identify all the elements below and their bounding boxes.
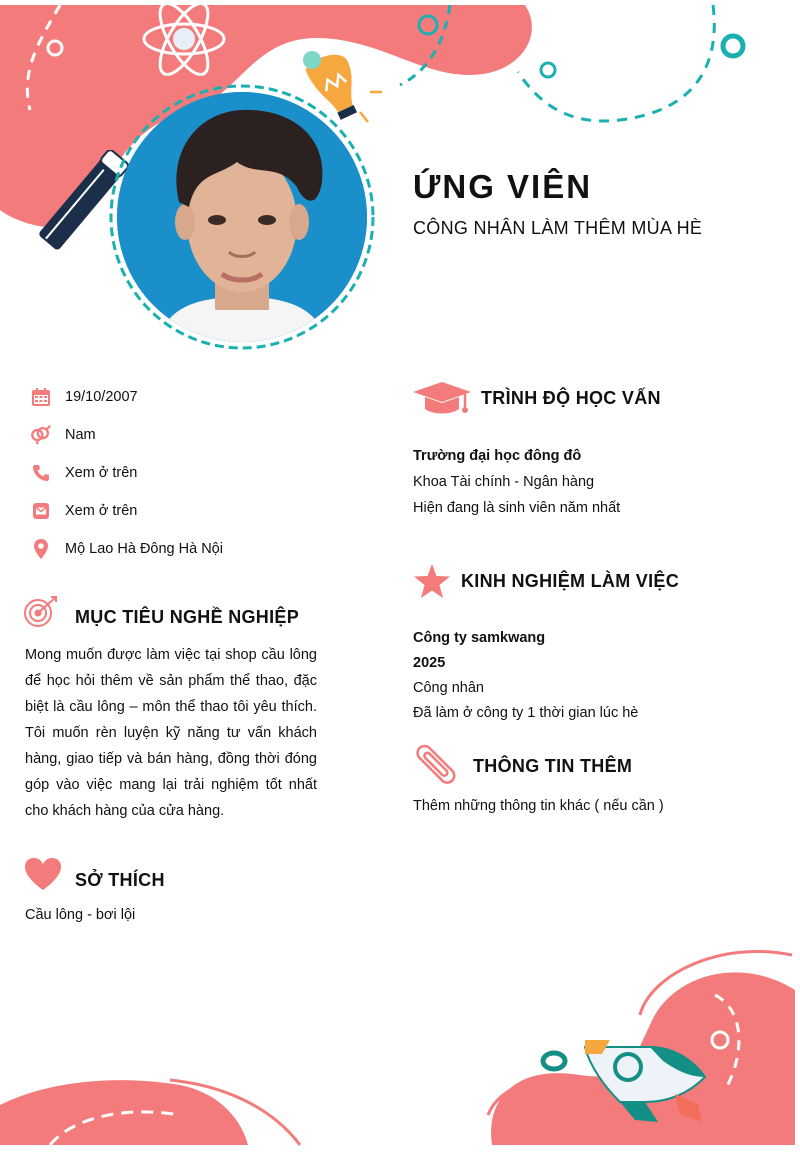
faculty: Khoa Tài chính - Ngân hàng bbox=[413, 474, 595, 490]
gender-icon bbox=[30, 424, 52, 446]
education-status: Hiện đang là sinh viên năm nhất bbox=[413, 500, 621, 516]
objective-text: Mong muốn được làm việc tại shop cầu lông để học hỏi thêm về sản phẩm thể thao, đặc biệt là cầu lông – môn thể thao tôi yêu thích. Tôi muốn rèn luyện kỹ năng tư vấn khách hàng, giao tiếp và bán hàng, đồng thời đóng góp vào việc mang lại trải nghiệm tốt nhất cho khách hàng của cửa hàng. bbox=[25, 647, 317, 819]
birthdate-text: 19/10/2007 bbox=[65, 389, 138, 405]
school-name: Trường đại học đông đô bbox=[413, 448, 582, 464]
avatar bbox=[117, 92, 367, 342]
target-icon bbox=[23, 595, 59, 629]
objective-title: MỤC TIÊU NGHỀ NGHIỆP bbox=[75, 607, 300, 627]
contact-phone bbox=[30, 461, 137, 485]
graduation-cap-icon bbox=[413, 380, 471, 416]
contact-address bbox=[30, 537, 223, 561]
heart-icon bbox=[24, 857, 62, 891]
hobbies-title: SỞ THÍCH bbox=[75, 870, 165, 890]
address-text: Mộ Lao Hà Đông Hà Nội bbox=[65, 541, 223, 557]
atom-icon bbox=[140, 3, 228, 83]
job-title: CÔNG NHÂN LÀM THÊM MÙA HÈ bbox=[413, 218, 703, 238]
extra-title: THÔNG TIN THÊM bbox=[473, 756, 633, 776]
education-details bbox=[413, 443, 620, 521]
email-icon bbox=[30, 500, 52, 522]
experience-details bbox=[413, 626, 638, 726]
contact-birthdate bbox=[30, 385, 138, 409]
candidate-name: ỨNG VIÊN bbox=[413, 168, 593, 205]
experience-year: 2025 bbox=[413, 655, 446, 671]
position: Công nhân bbox=[413, 680, 484, 696]
calendar-icon bbox=[30, 386, 52, 408]
hobbies-text: Cầu lông - bơi lội bbox=[25, 907, 136, 923]
company-name: Công ty samkwang bbox=[413, 630, 546, 646]
extra-text: Thêm những thông tin khác ( nếu cần ) bbox=[413, 798, 664, 814]
contact-email bbox=[30, 499, 137, 523]
location-pin-icon bbox=[30, 538, 52, 560]
contact-gender bbox=[30, 423, 96, 447]
education-title: TRÌNH ĐỘ HỌC VẤN bbox=[481, 388, 661, 408]
experience-description: Đã làm ở công ty 1 thời gian lúc hè bbox=[413, 705, 639, 721]
gender-text: Nam bbox=[65, 427, 96, 443]
star-icon bbox=[413, 563, 451, 599]
paperclip-icon bbox=[416, 744, 460, 786]
portrait-illustration bbox=[117, 92, 367, 342]
profile-photo bbox=[107, 82, 377, 352]
phone-icon bbox=[30, 462, 52, 484]
bottom-left-blob-decoration bbox=[0, 1060, 310, 1150]
phone-text: Xem ở trên bbox=[65, 465, 138, 481]
rocket-icon bbox=[580, 1032, 710, 1127]
email-text: Xem ở trên bbox=[65, 503, 138, 519]
experience-title: KINH NGHIỆM LÀM VIỆC bbox=[461, 571, 680, 591]
